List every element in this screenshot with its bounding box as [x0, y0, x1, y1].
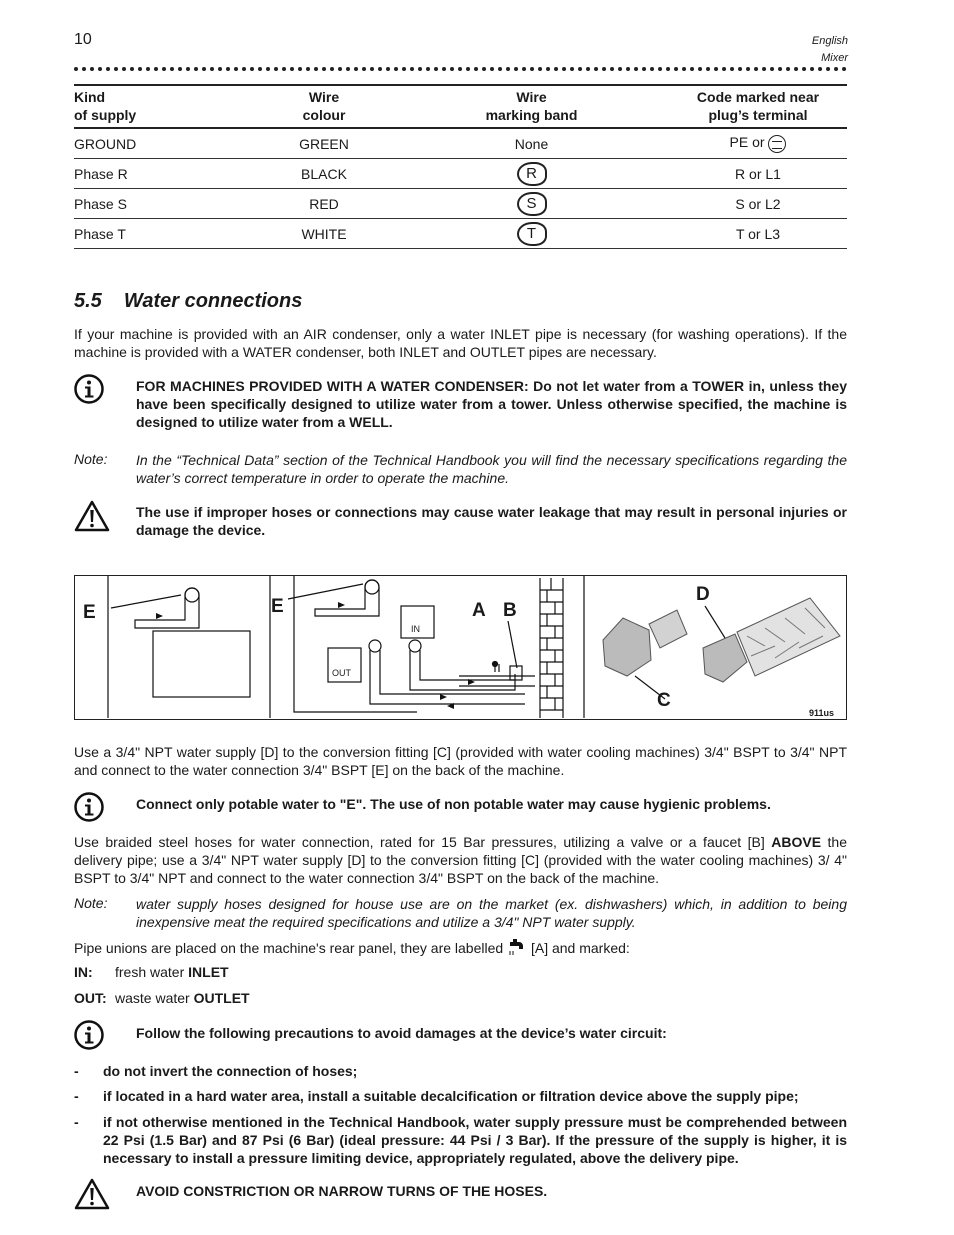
cell-code: PE or [669, 128, 847, 159]
cell-kind: Phase T [74, 219, 254, 249]
out-line: OUT: waste water OUTLET [74, 990, 250, 1006]
col-colour: Wire colour [302, 89, 346, 123]
connection-diagram [75, 576, 846, 719]
info-precautions: Follow the following precautions to avoid damages at the device’s water circuit: [136, 1025, 667, 1041]
wire-table [74, 84, 847, 249]
header-language: English [811, 35, 848, 47]
info-potable-water: Connect only potable water to "E". The use of non potable water may cause hygienic problems. [136, 796, 771, 812]
cell-colour: WHITE [254, 219, 394, 249]
label-d: D [696, 584, 710, 605]
warning-icon [74, 1178, 110, 1210]
label-b: B [503, 600, 517, 621]
table-row [74, 128, 847, 159]
connection-paragraph: Use a 3/4" NPT water supply [D] to the conversion fitting [C] (provided with water cooling machines) 3/4" BSPT to 3/4" NPT and connect to the water connection 3/4" BSPT [E] on the back of the machine. [74, 744, 847, 778]
table-row [74, 159, 847, 189]
pipe-unions-paragraph: Pipe unions are placed on the machine's rear panel, they are labelled [A] and marked: [74, 940, 630, 956]
cell-colour: BLACK [254, 159, 394, 189]
cell-kind: Phase S [74, 189, 254, 219]
warning-icon [74, 500, 110, 532]
info-icon [74, 374, 104, 404]
col-kind: Kind of supply [74, 89, 137, 123]
label-e-panel2: E [271, 596, 284, 617]
cell-kind: GROUND [74, 128, 254, 159]
tag-out: OUT [332, 668, 351, 678]
cell-band: None [394, 128, 669, 159]
label-c: C [657, 690, 671, 711]
faucet-icon [507, 938, 527, 956]
note-text: In the “Technical Data” section of the Technical Handbook you will find the necessary specifications regarding the water’s correct temperature in order to operate the machine. [136, 452, 847, 486]
cell-code: S or L2 [669, 189, 847, 219]
header-divider [74, 67, 847, 71]
section-heading [74, 290, 302, 313]
cell-colour: RED [254, 189, 394, 219]
running-header [812, 33, 848, 67]
warning-hoses: The use if improper hoses or connections may cause water leakage that may result in personal injuries or damage the device. [136, 504, 847, 538]
header-product: Mixer [821, 52, 848, 64]
cell-band [394, 159, 669, 189]
note-text: water supply hoses designed for house use are on the market (ex. dishwashers) which, in addition to being inexpensive meat the required specifications and utilize a 3/4" NPT water supply. [136, 896, 847, 930]
info-icon [74, 1020, 104, 1050]
marking-band-icon: R [517, 162, 547, 186]
table-header-row [74, 85, 847, 128]
in-line: IN: fresh water INLET [74, 964, 229, 980]
section-number: 5.5 [74, 290, 102, 312]
intro-paragraph: If your machine is provided with an AIR condenser, only a water INLET pipe is necessary (for washing operations). If the machine is provided with a WATER condenser, both INLET and OUTLET pipes are necessary. [74, 326, 847, 360]
col-code: Code marked near plug’s terminal [696, 89, 820, 123]
label-a: A [472, 600, 486, 621]
ground-symbol-icon [768, 135, 786, 153]
water-connection-figure [74, 575, 847, 720]
page-number: 10 [74, 31, 92, 48]
hoses-paragraph: Use braided steel hoses for water connection, rated for 15 Bar pressures, utilizing a valve or a faucet [B] ABOVE the delivery pipe; use a 3/4" NPT water supply [D] to the conversion fitting [C] (provided with the water cooling machines) 3/ 4" BSPT to 3/4" NPT and connect to the water connection 3/4" BSPT on the back of the machine. [74, 834, 847, 886]
cell-colour: GREEN [254, 128, 394, 159]
cell-kind: Phase R [74, 159, 254, 189]
cell-code: R or L1 [669, 159, 847, 189]
cell-code: T or L3 [669, 219, 847, 249]
info-water-tower: FOR MACHINES PROVIDED WITH A WATER CONDENSER: Do not let water from a TOWER in, unless they have been specifically designed to utilize water from a tower. Unless otherwise specified, the machine is designed to utilize water from a WELL. [136, 378, 847, 430]
section-title: Water connections [123, 290, 303, 312]
cell-band [394, 219, 669, 249]
table-row [74, 189, 847, 219]
tag-in: IN [411, 624, 420, 634]
note-label: Note: [74, 451, 108, 467]
marking-band-icon: T [517, 222, 547, 246]
label-e-panel1: E [83, 602, 96, 623]
note-label: Note: [74, 895, 108, 911]
col-band: Wire marking band [485, 89, 578, 123]
figure-code: 911us [809, 708, 835, 718]
table-row [74, 219, 847, 249]
info-icon [74, 792, 104, 822]
cell-band [394, 189, 669, 219]
marking-band-icon: S [517, 192, 547, 216]
warning-constriction: AVOID CONSTRICTION OR NARROW TURNS OF THE HOSES. [136, 1183, 548, 1199]
